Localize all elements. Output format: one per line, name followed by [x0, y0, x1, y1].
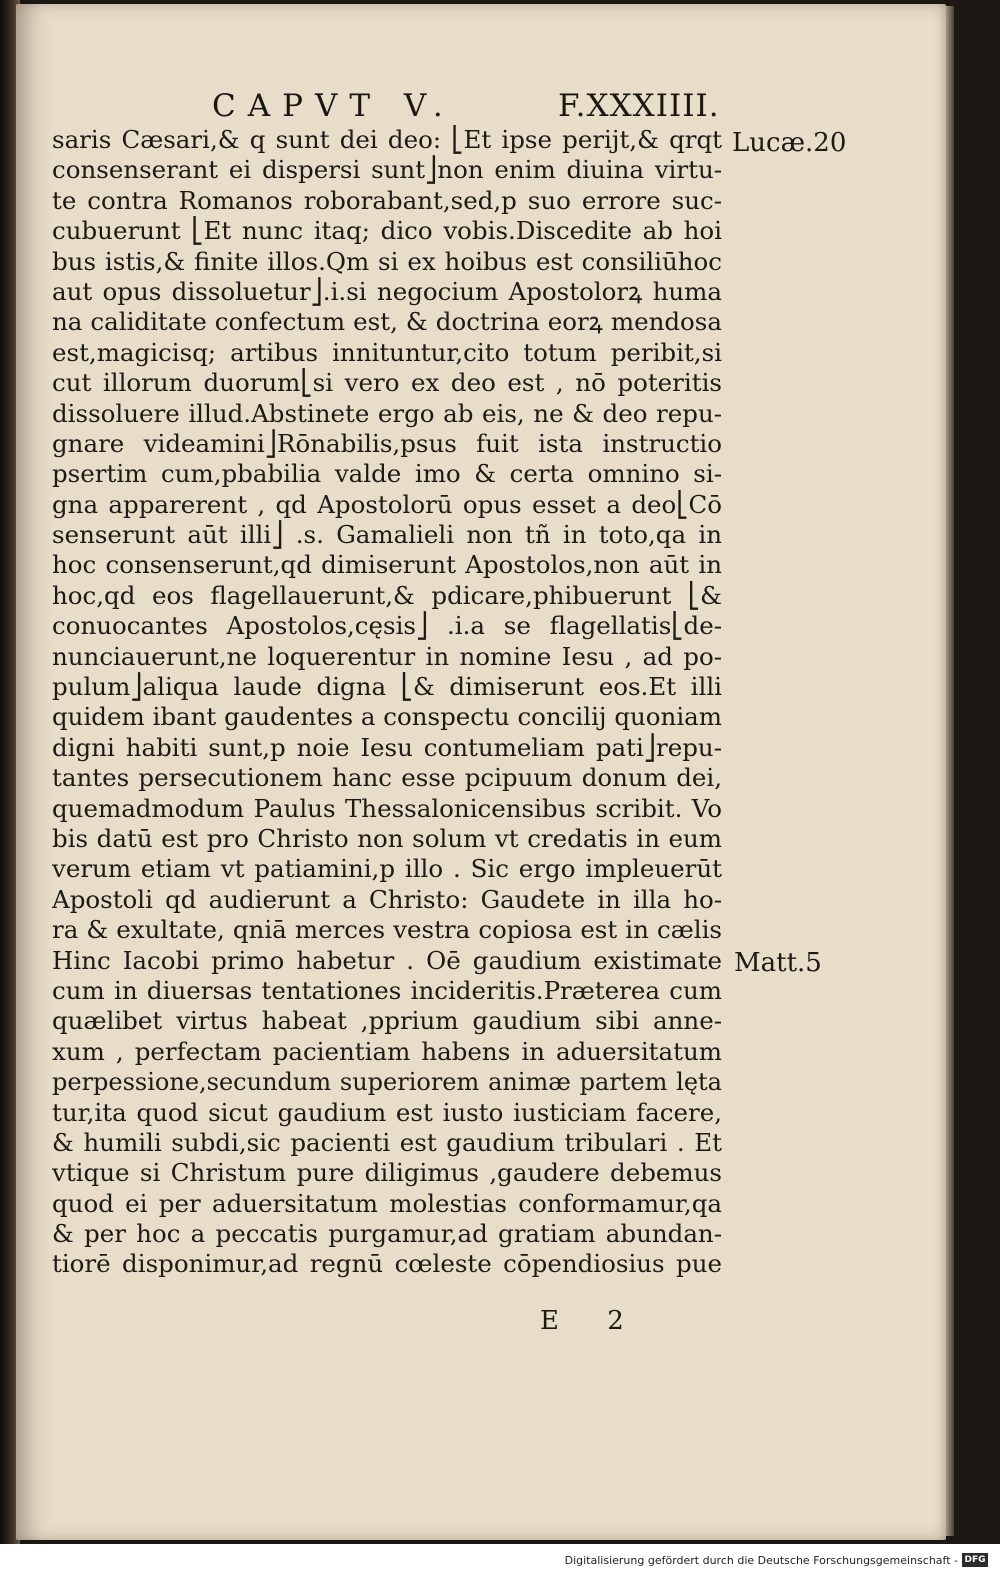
text-line: & per hoc a peccatis purgamur,ad gratiam abundan-: [52, 1219, 722, 1249]
signature-mark: E 2: [540, 1306, 644, 1336]
text-line: digni habiti sunt,p noie Iesu contumeliam pati⎦repu-: [52, 732, 722, 762]
text-line: xum , perfectam pacientiam habens in aduersitatum: [52, 1036, 722, 1066]
text-line: & humili subdi,sic pacienti est gaudium tribulari . Et: [52, 1127, 722, 1157]
text-line: cubuerunt ⎣Et nunc itaq; dico vobis.Discedite ab hoi: [52, 216, 722, 246]
text-line: quælibet virtus habeat ,pprium gaudium sibi anne-: [52, 1006, 722, 1036]
text-line: pulum⎦aliqua laude digna ⎣& dimiserunt eos.Et illi: [52, 672, 722, 702]
text-line: quidem ibant gaudentes a conspectu concilij quoniam: [52, 702, 722, 732]
text-line: gnare videamini⎦Rōnabilis,psus fuit ista instructio: [52, 428, 722, 458]
text-line: bus istis,& finite illos.Qm si ex hoibus est consiliūhoc: [52, 246, 722, 276]
footer-credit: Digitalisierung gefördert durch die Deutsche Forschungsgemeinschaft -: [564, 1554, 958, 1567]
text-line: quod ei per aduersitatum molestias conformamur,qa: [52, 1188, 722, 1218]
text-line: saris Cæsari,& q sunt dei deo: ⎣Et ipse perijt,& qrqt: [52, 125, 722, 154]
text-line: te contra Romanos roborabant,sed,p suo errore suc-: [52, 185, 722, 215]
text-line: perpessione,secundum superiorem animæ partem lęta: [52, 1068, 722, 1097]
text-line: gna apparerent , qd Apostolorū opus esset a deo⎣Cō: [52, 489, 722, 519]
running-head: [0, 88, 1000, 128]
text-line: tur,ita quod sicut gaudium est iusto iusticiam facere,: [52, 1097, 722, 1127]
text-line: aut opus dissoluetur⎦.i.si negocium Apostolorꝝ huma: [52, 276, 722, 306]
text-line: hoc,qd eos flagellauerunt,& pdicare,phibuerunt ⎣&: [52, 580, 722, 610]
text-line: quemadmodum Paulus Thessalonicensibus scribit. Vo: [52, 793, 722, 823]
text-line: tantes persecutionem hanc esse pcipuum donum dei,: [52, 763, 722, 793]
text-line: dissoluere illud.Abstinete ergo ab eis, ne & deo repu-: [52, 398, 722, 428]
text-line: bis datū est pro Christo non solum vt credatis in eum: [52, 823, 722, 853]
text-line: nunciauerunt,ne loquerentur in nomine Iesu , ad po-: [52, 641, 722, 671]
text-line: senserunt aūt illi⎦ .s. Gamalieli non tñ in toto,qa in: [52, 520, 722, 550]
text-line: psertim cum,pbabilia valde imo & certa omnino si-: [52, 459, 722, 489]
text-line: na caliditate confectum est, & doctrina eorꝝ mendosa: [52, 307, 722, 337]
text-line: verum etiam vt patiamini,p illo . Sic ergo impleuerūt: [52, 854, 722, 884]
folio-number: F.XXXIIII.: [558, 88, 720, 124]
text-line: Apostoli qd audierunt a Christo: Gaudete in illa ho-: [52, 884, 722, 914]
text-line: cut illorum duorum⎣si vero ex deo est , nō poteritis: [52, 368, 722, 398]
text-line: hoc consenserunt,qd dimiserunt Apostolos,non aūt in: [52, 550, 722, 580]
dfg-logo: DFG: [962, 1553, 988, 1567]
text-line: tiorē disponimur,ad regnū cœleste cōpendiosius pue: [52, 1249, 722, 1279]
text-line: vtique si Christum pure diligimus ,gaudere debemus: [52, 1158, 722, 1188]
margin-note-matthew: Matt.5: [734, 948, 822, 978]
text-line: Hinc Iacobi primo habetur . Oē gaudium existimate: [52, 945, 722, 975]
text-line: ra & exultate, qniā merces vestra copiosa est in cælis: [52, 915, 722, 945]
text-line: conuocantes Apostolos,cęsis⎦ .i.a se flagellatis⎣de-: [52, 611, 722, 641]
body-text: [52, 125, 722, 1280]
chapter-heading: CAPVT V.: [212, 88, 455, 124]
text-line: cum in diuersas tentationes incideritis.Præterea cum: [52, 975, 722, 1005]
text-line: consenserant ei dispersi sunt⎦non enim diuina virtu-: [52, 155, 722, 185]
margin-note-luke: Lucæ.20: [732, 128, 847, 158]
text-line: est,magicisq; artibus innituntur,cito totum peribit,si: [52, 337, 722, 367]
